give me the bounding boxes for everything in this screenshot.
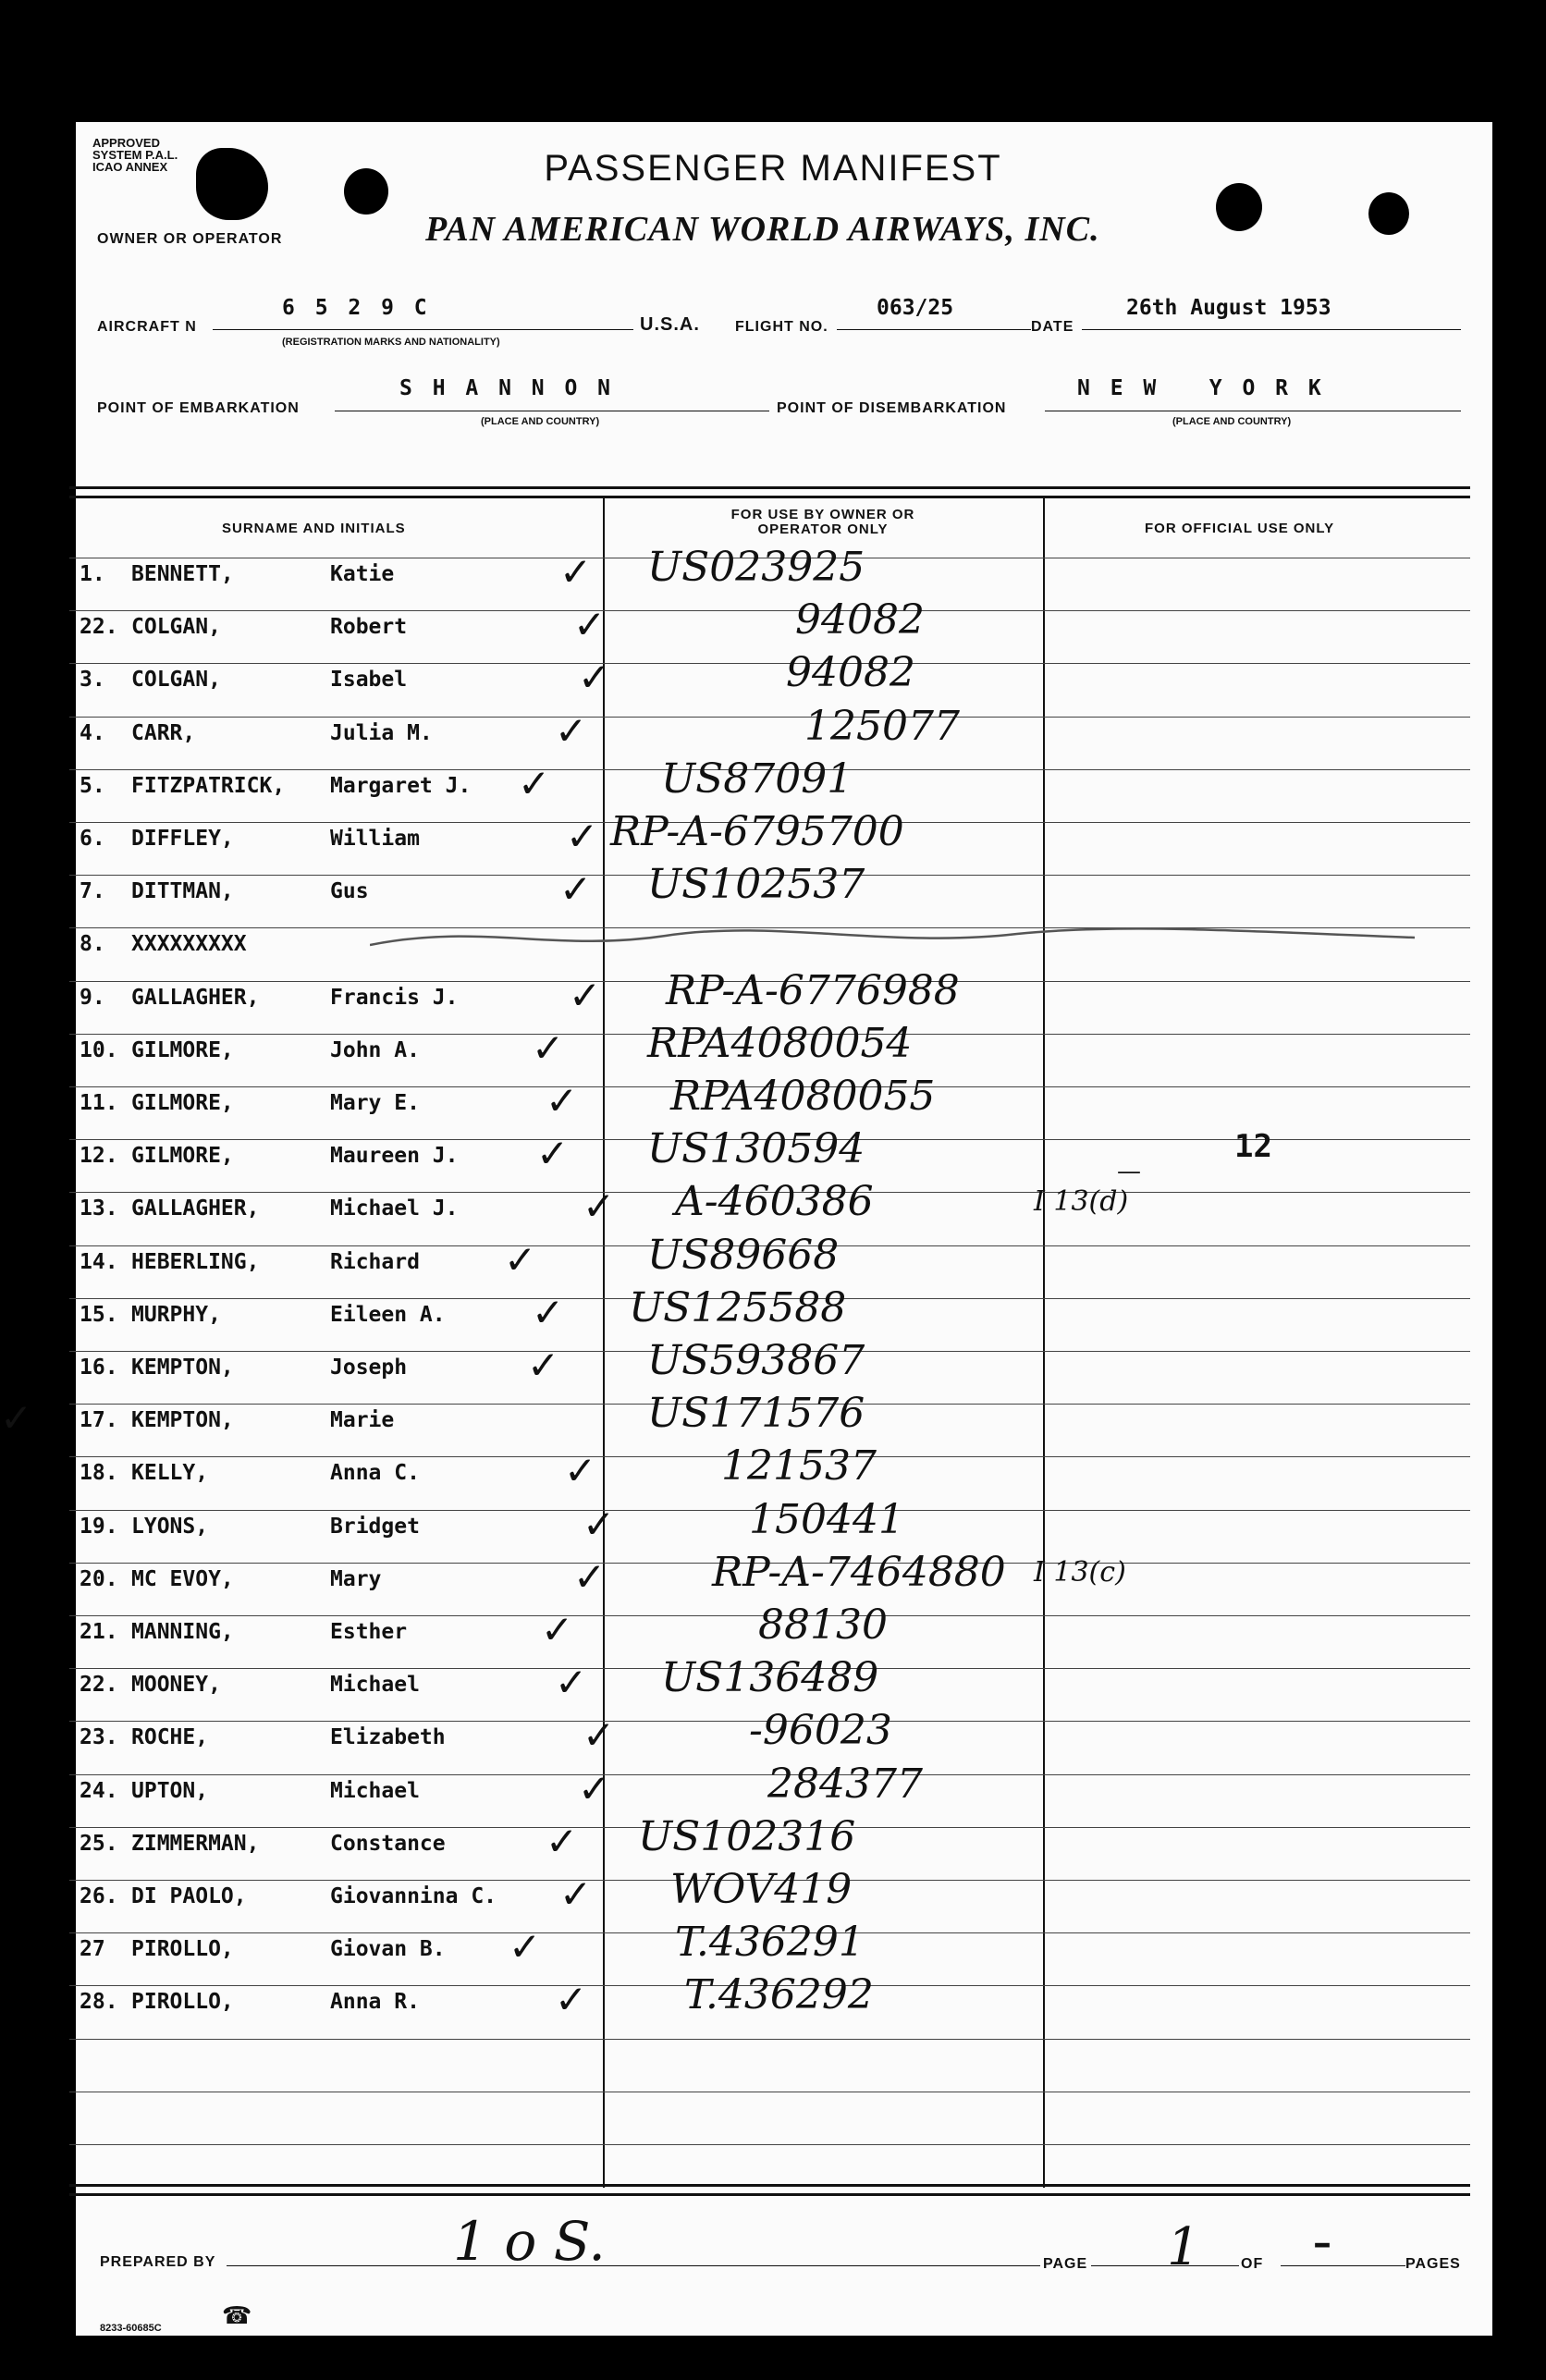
official-count: 12 (1234, 1128, 1272, 1165)
passenger-given-name: Anna R. (330, 1990, 420, 2015)
passenger-name (80, 1144, 458, 1168)
passenger-name (80, 1990, 420, 2014)
passenger-number: 25. (80, 1831, 118, 1856)
passenger-number: 20. (80, 1566, 118, 1591)
passenger-number: 23. (80, 1725, 118, 1750)
passenger-number: 12. (80, 1144, 118, 1169)
aircraft-sublabel: (REGISTRATION MARKS AND NATIONALITY) (282, 337, 500, 348)
passenger-surname: CARR, (131, 720, 196, 745)
passenger-given-name: Elizabeth (330, 1725, 446, 1750)
passport-number: US171576 (647, 1390, 865, 1438)
disembarkation-sublabel: (PLACE AND COUNTRY) (1172, 416, 1292, 427)
passport-number: US136489 (661, 1654, 879, 1702)
passenger-surname: DITTMAN, (131, 879, 234, 904)
prepared-by-label: PREPARED BY (100, 2254, 216, 2270)
passenger-number: 7. (80, 879, 105, 904)
passenger-surname: GILMORE, (131, 1144, 234, 1169)
passenger-surname: MC EVOY, (131, 1566, 234, 1591)
passport-number: 88130 (758, 1601, 888, 1649)
passenger-surname: ROCHE, (131, 1725, 209, 1750)
passenger-number: 6. (80, 827, 105, 851)
passenger-surname: COLGAN, (131, 615, 221, 640)
passenger-number: 16. (80, 1356, 118, 1380)
passenger-surname: XXXXXXXXX (131, 932, 247, 957)
passenger-given-name: Joseph (330, 1356, 408, 1380)
check-mark-icon: ✓ (573, 1553, 607, 1600)
passenger-name (80, 721, 433, 745)
passenger-surname: MOONEY, (131, 1673, 221, 1698)
passenger-name (80, 774, 471, 798)
passenger-surname: KEMPTON, (131, 1408, 234, 1433)
passport-number: US102316 (638, 1812, 856, 1860)
passport-number: US023925 (647, 544, 865, 591)
check-mark-icon: ✓ (583, 1184, 616, 1230)
passport-number: WOV419 (670, 1866, 853, 1913)
passenger-given-name: Isabel (330, 668, 408, 693)
check-mark-icon: ✓ (578, 1765, 611, 1811)
passenger-given-name: Julia M. (330, 720, 433, 745)
check-mark-icon: ✓ (532, 1289, 565, 1335)
passenger-given-name: Eileen A. (330, 1302, 446, 1327)
pages-total: – (1313, 2221, 1331, 2264)
passport-number: RP-A-7464880 (712, 1548, 1006, 1596)
check-mark-icon: ✓ (578, 655, 611, 701)
passenger-name (80, 1673, 420, 1697)
check-mark-icon: ✓ (504, 1236, 537, 1282)
passport-number: T.436291 (675, 1919, 865, 1967)
passenger-number: 1. (80, 562, 105, 586)
passenger-name (80, 1515, 420, 1539)
check-mark-icon: ✓ (559, 549, 593, 595)
passenger-number: 11. (80, 1091, 118, 1115)
passenger-number: 22. (80, 1673, 118, 1698)
passenger-name (80, 1461, 420, 1485)
passenger-surname: HEBERLING, (131, 1249, 260, 1274)
passport-number: RP-A-6776988 (666, 966, 960, 1014)
date-label: DATE (1031, 319, 1074, 335)
date-value: 26th August 1953 (1126, 296, 1331, 320)
passenger-number: 15. (80, 1302, 118, 1327)
passenger-surname: FITZPATRICK, (131, 773, 286, 798)
passenger-name (80, 1038, 420, 1062)
passenger-name (80, 986, 458, 1010)
passport-number: US87091 (661, 754, 853, 803)
check-mark-icon: ✓ (546, 1818, 579, 1864)
check-mark-icon: ✓ (546, 1078, 579, 1123)
passenger-surname: KELLY, (131, 1461, 209, 1486)
owner-label: OWNER OR OPERATOR (97, 231, 283, 247)
pages-label: PAGES (1405, 2256, 1461, 2272)
passenger-number: 5. (80, 773, 105, 798)
passenger-given-name: Mary E. (330, 1091, 420, 1115)
passenger-given-name: Richard (330, 1249, 420, 1274)
passenger-number: 10. (80, 1037, 118, 1062)
passenger-surname: GILMORE, (131, 1037, 234, 1062)
passport-number: 125077 (804, 702, 960, 750)
passenger-given-name: Francis J. (330, 985, 459, 1010)
row-line (69, 2144, 1470, 2145)
stamp-line: SYSTEM P.A.L. (92, 148, 178, 162)
check-mark-icon: ✓ (569, 972, 602, 1018)
embarkation-sublabel: (PLACE AND COUNTRY) (481, 416, 600, 427)
check-mark-icon: ✓ (0, 1395, 33, 1441)
passenger-name (80, 615, 407, 639)
passenger-given-name: Marie (330, 1408, 395, 1433)
row-line (69, 610, 1470, 611)
passenger-number: 24. (80, 1778, 118, 1803)
passenger-given-name: Margaret J. (330, 773, 472, 798)
passport-number: RP-A-6795700 (610, 808, 904, 855)
passenger-surname: UPTON, (131, 1778, 209, 1803)
check-mark-icon: ✓ (555, 1977, 588, 2023)
passenger-given-name: Mary (330, 1566, 382, 1591)
check-mark-icon: ✓ (518, 760, 551, 806)
passenger-surname: GILMORE, (131, 1091, 234, 1115)
passenger-name (80, 1356, 407, 1380)
passenger-surname: DIFFLEY, (131, 827, 234, 851)
embarkation-label: POINT OF EMBARKATION (97, 400, 300, 416)
passenger-surname: PIROLLO, (131, 1937, 234, 1962)
passport-number: 150441 (749, 1495, 904, 1543)
passenger-name (80, 1832, 446, 1856)
passport-number: 284377 (767, 1760, 923, 1808)
check-mark-icon: ✓ (509, 1924, 542, 1970)
column-official-use: FOR OFFICIAL USE ONLY (1145, 521, 1335, 536)
passenger-number: 3. (80, 668, 105, 693)
passenger-given-name: Giovannina C. (330, 1884, 497, 1908)
passenger-given-name: Katie (330, 562, 395, 586)
passenger-name (80, 1779, 420, 1803)
passport-number: RPA4080054 (647, 1019, 913, 1067)
passenger-note: I 13(d) (1034, 1185, 1129, 1219)
passenger-name (80, 1567, 381, 1591)
passenger-surname: KEMPTON, (131, 1356, 234, 1380)
aircraft-label: AIRCRAFT N (97, 319, 197, 335)
check-mark-icon: ✓ (583, 1501, 616, 1547)
passenger-surname: ZIMMERMAN, (131, 1831, 260, 1856)
passenger-given-name: Robert (330, 615, 408, 640)
nationality: U.S.A. (640, 314, 700, 335)
passenger-name (80, 827, 420, 851)
passenger-name (80, 1303, 446, 1327)
passport-number: T.436292 (684, 1971, 874, 2019)
passenger-number: 19. (80, 1514, 118, 1539)
passenger-given-name: Gus (330, 879, 369, 904)
form-number: 8233-60685C (100, 2323, 162, 2334)
passenger-given-name: John A. (330, 1037, 420, 1062)
disembarkation-label: POINT OF DISEMBARKATION (777, 400, 1007, 416)
passenger-given-name: Constance (330, 1831, 446, 1856)
passport-number: 121537 (721, 1442, 877, 1491)
passenger-given-name: Maureen J. (330, 1144, 459, 1169)
passenger-surname: GALLAGHER, (131, 1196, 260, 1221)
passenger-surname: BENNETT, (131, 562, 234, 586)
passenger-name (80, 668, 407, 692)
page-number: 1 (1167, 2217, 1200, 2277)
check-mark-icon: ✓ (555, 707, 588, 754)
passenger-given-name: Bridget (330, 1514, 420, 1539)
check-mark-icon: ✓ (541, 1607, 574, 1652)
passenger-number: 26. (80, 1884, 118, 1908)
passenger-name (80, 1725, 446, 1749)
passenger-name (80, 1937, 446, 1961)
passenger-given-name: Michael (330, 1673, 420, 1698)
passenger-number: 21. (80, 1620, 118, 1644)
check-mark-icon: ✓ (527, 1343, 560, 1388)
stamp-line: ICAO ANNEX (92, 160, 168, 174)
punch-hole-right (1216, 183, 1262, 231)
check-mark-icon: ✓ (573, 602, 607, 648)
passenger-number: 13. (80, 1196, 118, 1221)
passenger-name (80, 1408, 394, 1432)
check-mark-icon: ✓ (532, 1024, 565, 1071)
passenger-number: 8. (80, 932, 105, 957)
passenger-surname: GALLAGHER, (131, 985, 260, 1010)
column-owner-use: FOR USE BY OWNER OR OPERATOR ONLY (730, 507, 915, 537)
check-mark-icon: ✓ (583, 1712, 616, 1759)
embarkation-value: S H A N N O N (399, 376, 615, 400)
passenger-given-name: Michael J. (330, 1196, 459, 1221)
check-mark-icon: ✓ (559, 866, 593, 913)
passport-number: -96023 (749, 1707, 892, 1755)
passport-number: US89668 (647, 1231, 840, 1279)
airline-name: PAN AMERICAN WORLD AIRWAYS, INC. (425, 210, 1100, 249)
passenger-surname: DI PAOLO, (131, 1884, 247, 1908)
passenger-name (80, 1620, 407, 1644)
passport-number: 94082 (786, 649, 915, 697)
passenger-given-name: William (330, 827, 420, 851)
passenger-surname: MANNING, (131, 1620, 234, 1644)
passenger-number: 4. (80, 720, 105, 745)
passenger-number: 17. (80, 1408, 118, 1433)
disembarkation-value: N E W Y O R K (1077, 376, 1325, 400)
passport-number: RPA4080055 (670, 1073, 936, 1120)
passenger-number: 9. (80, 985, 105, 1010)
passenger-surname: LYONS, (131, 1514, 209, 1539)
passport-number: A-460386 (675, 1178, 874, 1226)
check-mark-icon: ✓ (566, 814, 599, 859)
passenger-surname: COLGAN, (131, 668, 221, 693)
passenger-name (80, 879, 369, 903)
passenger-number: 28. (80, 1990, 118, 2015)
passport-number: US125588 (629, 1283, 847, 1331)
stamp-line: APPROVED (92, 136, 160, 150)
passport-number: US130594 (647, 1125, 865, 1173)
row-line (69, 717, 1470, 718)
passenger-surname: MURPHY, (131, 1302, 221, 1327)
passenger-given-name: Michael (330, 1778, 420, 1803)
prepared-by-signature: 1 o S. (453, 2210, 606, 2273)
punch-hole-right-2 (1368, 192, 1409, 235)
passport-number: 94082 (795, 596, 925, 644)
passenger-number: 22. (80, 615, 118, 640)
page-label: PAGE (1043, 2256, 1088, 2272)
official-dash: — (1117, 1158, 1141, 1185)
row-line (69, 2039, 1470, 2040)
passenger-note: I 13(c) (1034, 1555, 1126, 1589)
column-surname: SURNAME AND INITIALS (222, 521, 406, 536)
passenger-number: 14. (80, 1249, 118, 1274)
passenger-name (80, 1884, 497, 1908)
passport-number: US102537 (647, 861, 865, 909)
passenger-name (80, 1250, 420, 1274)
of-label: OF (1241, 2256, 1264, 2272)
union-label-icon: ☎ (222, 2302, 252, 2330)
passenger-number: 18. (80, 1461, 118, 1486)
passenger-given-name: Esther (330, 1620, 408, 1644)
passenger-surname: PIROLLO, (131, 1990, 234, 2015)
flight-value: 063/25 (877, 296, 954, 320)
check-mark-icon: ✓ (559, 1871, 593, 1917)
flight-label: FLIGHT NO. (735, 319, 828, 335)
passenger-given-name: Giovan B. (330, 1937, 446, 1962)
aircraft-value: 6 5 2 9 C (282, 296, 431, 320)
page-title: PASSENGER MANIFEST (544, 148, 1002, 189)
passenger-name (80, 932, 330, 956)
passenger-number: 27 (80, 1937, 105, 1962)
check-mark-icon: ✓ (555, 1660, 588, 1706)
check-mark-icon: ✓ (536, 1131, 570, 1177)
passenger-name (80, 1091, 420, 1115)
passport-number: US593867 (647, 1337, 865, 1384)
check-mark-icon: ✓ (564, 1448, 597, 1494)
passenger-given-name: Anna C. (330, 1461, 420, 1486)
row-line (69, 663, 1470, 664)
passenger-name (80, 1196, 458, 1221)
passenger-name (80, 562, 394, 586)
strike-line (370, 915, 1424, 962)
